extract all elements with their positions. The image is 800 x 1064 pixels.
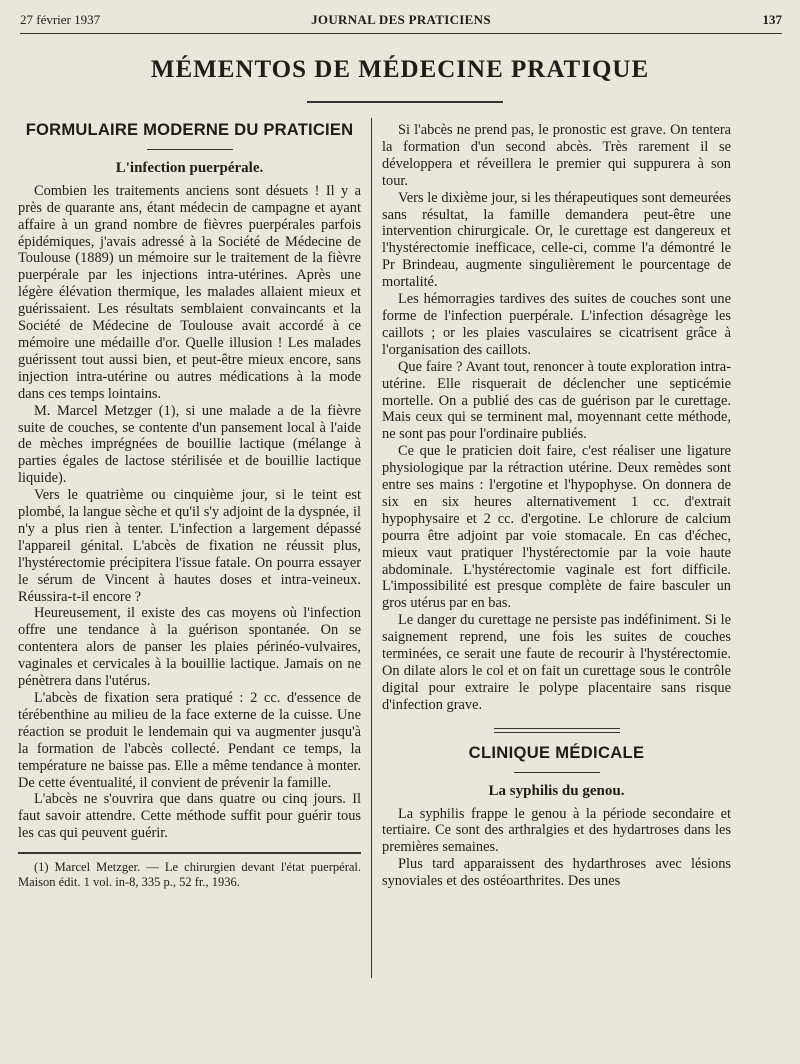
issue-date: 27 février 1937 <box>20 12 101 27</box>
section-title-formulaire: FORMULAIRE MODERNE DU PRATICIEN <box>25 120 354 139</box>
article-subtitle-infection: L'infection puerpérale. <box>115 159 264 176</box>
paragraph: Plus tard apparaissent des hydarthroses avec lésions synoviales et des ostéoarthrites. Des unes <box>382 856 731 890</box>
paragraph: Heureusement, il existe des cas moyens où l'infection offre une tendance à la guérison spontanée. On se contentera alors de panser les plaies périnéo-vulvaires, vaginales et cervicales à la bouillie lactique. Jamais on ne pénètrera dans l'utérus. <box>18 605 361 690</box>
header-rule <box>20 33 782 34</box>
journal-name: JOURNAL DES PRATICIENS <box>311 12 491 27</box>
paragraph: Si l'abcès ne prend pas, le pronostic est grave. On tentera la formation d'un second abcès. Très rarement il se développera et réveillera le premier qui suppurera à son tour. <box>382 122 731 189</box>
paragraph: Ce que le praticien doit faire, c'est réaliser une ligature physiologique par la rétraction utérine. Deux remèdes sont entre ses mains : l'ergotine et l'hypophyse. On donnera de six en six heures alternativement 1 cc. d'extrait hypophysaire et 2 cc. d'ergotine. Le chlorure de calcium pourra être adjoint par voie stomacale. En cas d'échec, mieux vaut pratiquer l'hystérectomie par la voie haute abdominale. L'hystérectomie vaginale est fort difficile. L'impossibilité est presque complète de faire basculer un gros utérus par en bas. <box>382 443 731 612</box>
page-number: 137 <box>762 12 782 27</box>
paragraph: L'abcès de fixation sera pratiqué : 2 cc. d'essence de térébenthine au milieu de la face externe de la cuisse. Une réaction se produit le lendemain qui va augmenter jusqu'à la formation de l'abcès collecté. Pendant ce temps, la température ne baisse pas. Elle a même tendance à monter. De cette éventualité, il convient de prévenir la famille. <box>18 690 361 791</box>
footnote: (1) Marcel Metzger. — Le chirurgien devant l'état puerpéral. Maison édit. 1 vol. in-8, 335 p., 52 fr., 1936. <box>18 860 361 890</box>
section-rule <box>514 772 600 773</box>
section-title-clinique: CLINIQUE MÉDICALE <box>468 742 645 762</box>
right-column <box>382 122 731 890</box>
paragraph: Combien les traitements anciens sont désuets ! Il y a près de quarante ans, étant médecin de campagne et ayant affaire à un grand nombre de fièvres puerpérales parfois épidémiques, j'avais adressé à la Société de Médecine de Toulouse (1889) un mémoire sur le traitement de la fièvre puerpérale par les injections intra-utérines. Après une légère élévation thermique, les malades allaient mieux et guérissaient. Les résultats semblaient convaincants et la Société de Médecine de Toulouse avait accordé à ce mémoire une médaille d'or. Quelle illusion ! Les malades guérissent tout aussi bien, et peut-être mieux encore, sans injection intra-utérine ou autres médications à la mode dans ces temps lointains. <box>18 182 361 402</box>
paragraph: Vers le dixième jour, si les thérapeutiques sont demeurées sans résultat, la famille demandera peut-être une intervention chirurgicale. Or, le curettage est dangereux et l'hystérectomie inefficace, celle-ci, comme l'a démontré le Pr Brindeau, augmente singulièrement le pourcentage de mortalité. <box>382 189 731 291</box>
page-title: MÉMENTOS DE MÉDECINE PRATIQUE <box>150 56 650 83</box>
section-rule <box>147 149 233 150</box>
paragraph: Vers le quatrième ou cinquième jour, si le teint est plombé, la langue sèche et qu'il s'y adjoint de la dyspnée, il n'y a plus rien à tenter. L'infection a largement dépassé l'appareil génital. L'abcès de fixation ne réussit plus, l'hystérectomie précipitera l'issue fatale. On pourra essayer le sérum de Vincent à hautes doses et intra-veineux. Réussira-t-il encore ? <box>18 487 361 605</box>
article-subtitle-syphilis: La syphilis du genou. <box>488 782 625 799</box>
section-double-rule <box>494 728 620 733</box>
running-header <box>20 12 782 34</box>
left-column <box>18 120 361 890</box>
paragraph: Les hémorragies tardives des suites de couches sont une forme de l'infection puerpérale. L'infection désagrège les caillots ; or les plaies vasculaires se cicatrisent grâce à l'organisation des caillots. <box>382 291 731 358</box>
title-rule <box>307 101 503 103</box>
paragraph: Que faire ? Avant tout, renoncer à toute exploration intra-utérine. Elle risquerait de déclencher une septicémie mortelle. On a publié des cas de guérison par le curettage. Mais ceux qui se terminent mal, moyennant cette méthode, ne sont pas pour l'ordinaire publiés. <box>382 358 731 443</box>
paragraph: M. Marcel Metzger (1), si une malade a de la fièvre suite de couches, se contente d'un pansement local à l'aide de mèches imprégnées de bouillie lactique (mélange à parties égales de lactose stérilisée et de bouillie lactique liquide). <box>18 402 361 487</box>
paragraph: Le danger du curettage ne persiste pas indéfiniment. Si le saignement reprend, une fois les suites de couches terminées, ce serait une faute de recourir à l'hystérectomie. On dilate alors le col et on fait un curettage sous le contrôle digital pour extraire le polype placentaire sans risque d'infection grave. <box>382 612 731 713</box>
column-divider <box>371 118 372 978</box>
footnote-rule <box>18 852 361 854</box>
paragraph: L'abcès ne s'ouvrira que dans quatre ou cinq jours. Il faut savoir attendre. Cette méthode suffit pour guérir tous les cas qui peuvent guérir. <box>18 791 361 842</box>
paragraph: La syphilis frappe le genou à la période secondaire et tertiaire. Ce sont des arthralgies et des hydartroses dans les premières semaines. <box>382 805 731 856</box>
